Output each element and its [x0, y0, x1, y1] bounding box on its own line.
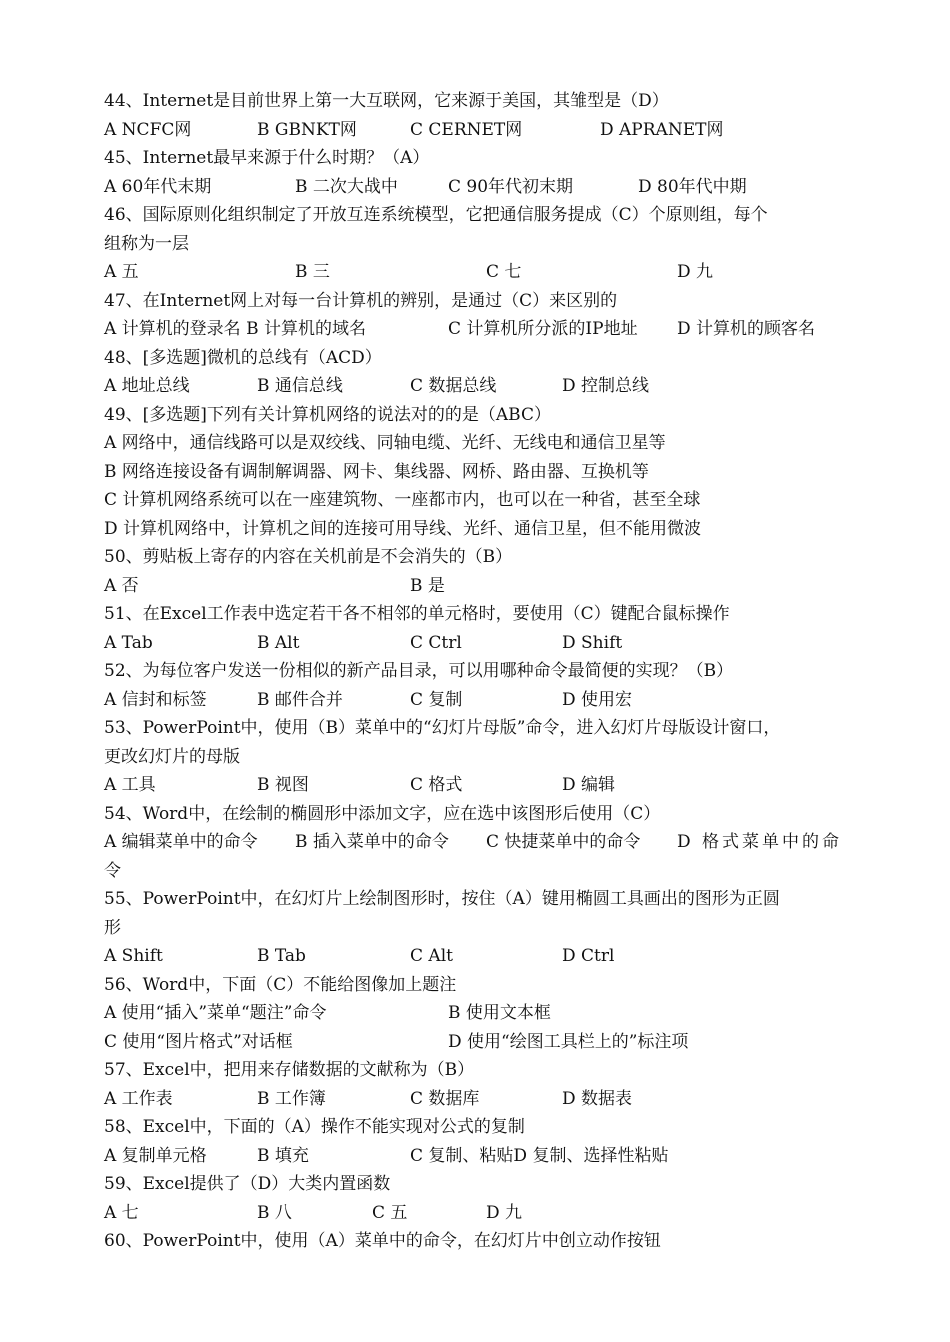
question-49-option-a: A 网络中，通信线路可以是双绞线、同轴电缆、光纤、无线电和通信卫星等 — [104, 433, 666, 453]
option-b: B 八 — [257, 1202, 292, 1223]
option-b: B 通信总线 — [257, 376, 343, 396]
option-a: A 地址总线 — [104, 376, 190, 396]
option-d: D 格式菜单中的命 — [677, 832, 843, 852]
option-a: A Shift — [104, 946, 163, 966]
question-57-stem: 57、Excel中，把用来存储数据的文献称为（B） — [104, 1060, 475, 1080]
option-a: A 七 — [104, 1202, 139, 1223]
question-50-options — [104, 572, 854, 601]
option-b: B 三 — [295, 262, 330, 282]
option-d: D 80年代中期 — [638, 176, 747, 197]
option-b: B 插入菜单中的命令 — [295, 832, 449, 852]
option-d: D Ctrl — [562, 946, 615, 966]
question-55-stem-line1: 55、PowerPoint中，在幻灯片上绘制图形时，按住（A）键用椭圆工具画出的图形为正圆 — [104, 889, 780, 909]
option-a: A Tab — [104, 632, 153, 653]
question-44-stem: 44、Internet是目前世界上第一大互联网，它来源于美国，其雏型是（D） — [104, 91, 669, 111]
option-c: C CERNET网 — [410, 119, 523, 140]
option-c: C 五 — [372, 1202, 408, 1223]
option-c: C Ctrl — [410, 632, 462, 653]
question-51-stem: 51、在Excel工作表中选定若干各不相邻的单元格时，要使用（C）键配合鼠标操作 — [104, 604, 730, 624]
option-b: B Tab — [257, 946, 306, 966]
question-52-options — [104, 686, 854, 715]
option-a: A 使用“插入”菜单“题注”命令 — [104, 1003, 327, 1023]
option-b: B 填充 — [257, 1145, 309, 1166]
question-52-stem: 52、为每位客户发送一份相似的新产品目录，可以用哪种命令最简便的实现？（B） — [104, 661, 734, 681]
option-d: D 使用“绘图工具栏上的”标注项 — [448, 1031, 689, 1052]
question-46-stem-line2: 组称为一层 — [104, 233, 189, 254]
question-58-options — [104, 1142, 854, 1171]
option-c: C 七 — [486, 262, 522, 282]
question-49-option-b: B 网络连接设备有调制解调器、网卡、集线器、网桥、路由器、互换机等 — [104, 461, 649, 482]
question-56-options-line2 — [104, 1028, 854, 1057]
question-56-stem: 56、Word中，下面（C）不能给图像加上题注 — [104, 974, 457, 995]
option-d: D 使用宏 — [562, 689, 633, 710]
option-a: A 五 — [104, 262, 139, 282]
option-a: A 编辑菜单中的命令 — [104, 832, 258, 852]
question-54-options-line2: 令 — [104, 860, 121, 881]
option-b: B 二次大战中 — [295, 176, 398, 197]
question-58-stem: 58、Excel中，下面的（A）操作不能实现对公式的复制 — [104, 1117, 525, 1137]
option-c: C 计算机所分派的IP地址 — [448, 319, 638, 339]
question-60-stem: 60、PowerPoint中，使用（A）菜单中的命令，在幻灯片中创立动作按钮 — [104, 1231, 661, 1251]
option-d: D 计算机的顾客名 — [677, 319, 816, 339]
option-c-d: C 复制、粘贴D 复制、选择性粘贴 — [410, 1145, 669, 1166]
question-49-option-c: C 计算机网络系统可以在一座建筑物、一座都市内，也可以在一种省，甚至全球 — [104, 490, 701, 510]
option-a: A 60年代末期 — [104, 176, 212, 197]
question-53-stem-line2: 更改幻灯片的母版 — [104, 746, 240, 767]
question-55-options — [104, 942, 854, 971]
option-d: D 控制总线 — [562, 376, 650, 396]
question-list — [104, 87, 854, 1256]
question-46-stem-line1: 46、国际原则化组织制定了开放互连系统模型，它把通信服务提成（C）个原则组，每个 — [104, 205, 768, 225]
question-51-options — [104, 629, 854, 658]
question-45-stem: 45、Internet最早来源于什么时期？（A） — [104, 148, 430, 168]
option-c: C 数据库 — [410, 1088, 480, 1109]
option-b: B 使用文本框 — [448, 1003, 551, 1023]
option-c: C 格式 — [410, 775, 463, 795]
option-c: C 快捷菜单中的命令 — [486, 832, 641, 852]
option-b: B 是 — [410, 575, 445, 596]
option-d: D Shift — [562, 632, 623, 653]
option-c: C Alt — [410, 946, 453, 966]
option-c: C 数据总线 — [410, 376, 497, 396]
question-59-stem: 59、Excel提供了（D）大类内置函数 — [104, 1174, 391, 1194]
option-b: B 工作簿 — [257, 1088, 326, 1109]
question-47-stem: 47、在Internet网上对每一台计算机的辨别，是通过（C）来区别的 — [104, 290, 618, 311]
question-44-options — [104, 116, 854, 145]
option-a: A 工作表 — [104, 1088, 173, 1109]
option-d: D 九 — [677, 262, 714, 282]
option-a: A NCFC网 — [104, 119, 192, 140]
question-53-options — [104, 771, 854, 800]
question-48-options — [104, 372, 854, 401]
option-a: A 否 — [104, 575, 139, 596]
option-a: A 复制单元格 — [104, 1145, 207, 1166]
option-b: B 邮件合并 — [257, 689, 343, 710]
question-46-options — [104, 258, 854, 287]
question-54-stem: 54、Word中，在绘制的椭圆形中添加文字，应在选中该图形后使用（C） — [104, 803, 661, 824]
option-d: D APRANET网 — [600, 119, 724, 140]
question-56-options-line1 — [104, 999, 854, 1028]
option-d: D 数据表 — [562, 1088, 633, 1109]
question-49-option-d: D 计算机网络中，计算机之间的连接可用导线、光纤、通信卫星，但不能用微波 — [104, 518, 702, 539]
option-d: D 编辑 — [562, 775, 616, 795]
question-59-options — [104, 1199, 854, 1228]
option-b: B GBNKT网 — [257, 119, 357, 140]
question-49-stem: 49、[多选题]下列有关计算机网络的说法对的的是（ABC） — [104, 404, 551, 425]
question-45-options — [104, 173, 854, 202]
option-d: D 九 — [486, 1202, 523, 1223]
option-c: C 复制 — [410, 689, 463, 710]
question-54-options-line1 — [104, 828, 854, 857]
question-53-stem-line1: 53、PowerPoint中，使用（B）菜单中的“幻灯片母版”命令，进入幻灯片母版设计窗口， — [104, 718, 781, 738]
option-a-b: A 计算机的登录名 B 计算机的域名 — [104, 319, 366, 339]
option-b: B 视图 — [257, 775, 309, 795]
question-50-stem: 50、剪贴板上寄存的内容在关机前是不会消失的（B） — [104, 547, 513, 567]
question-48-stem: 48、[多选题]微机的总线有（ACD） — [104, 347, 382, 368]
question-55-stem-line2: 形 — [104, 917, 121, 938]
option-a: A 工具 — [104, 775, 156, 795]
option-c: C 90年代初末期 — [448, 176, 574, 197]
option-c: C 使用“图片格式”对话框 — [104, 1031, 293, 1052]
option-b: B Alt — [257, 632, 300, 653]
question-57-options — [104, 1085, 854, 1114]
question-47-options — [104, 315, 854, 344]
option-a: A 信封和标签 — [104, 689, 207, 710]
